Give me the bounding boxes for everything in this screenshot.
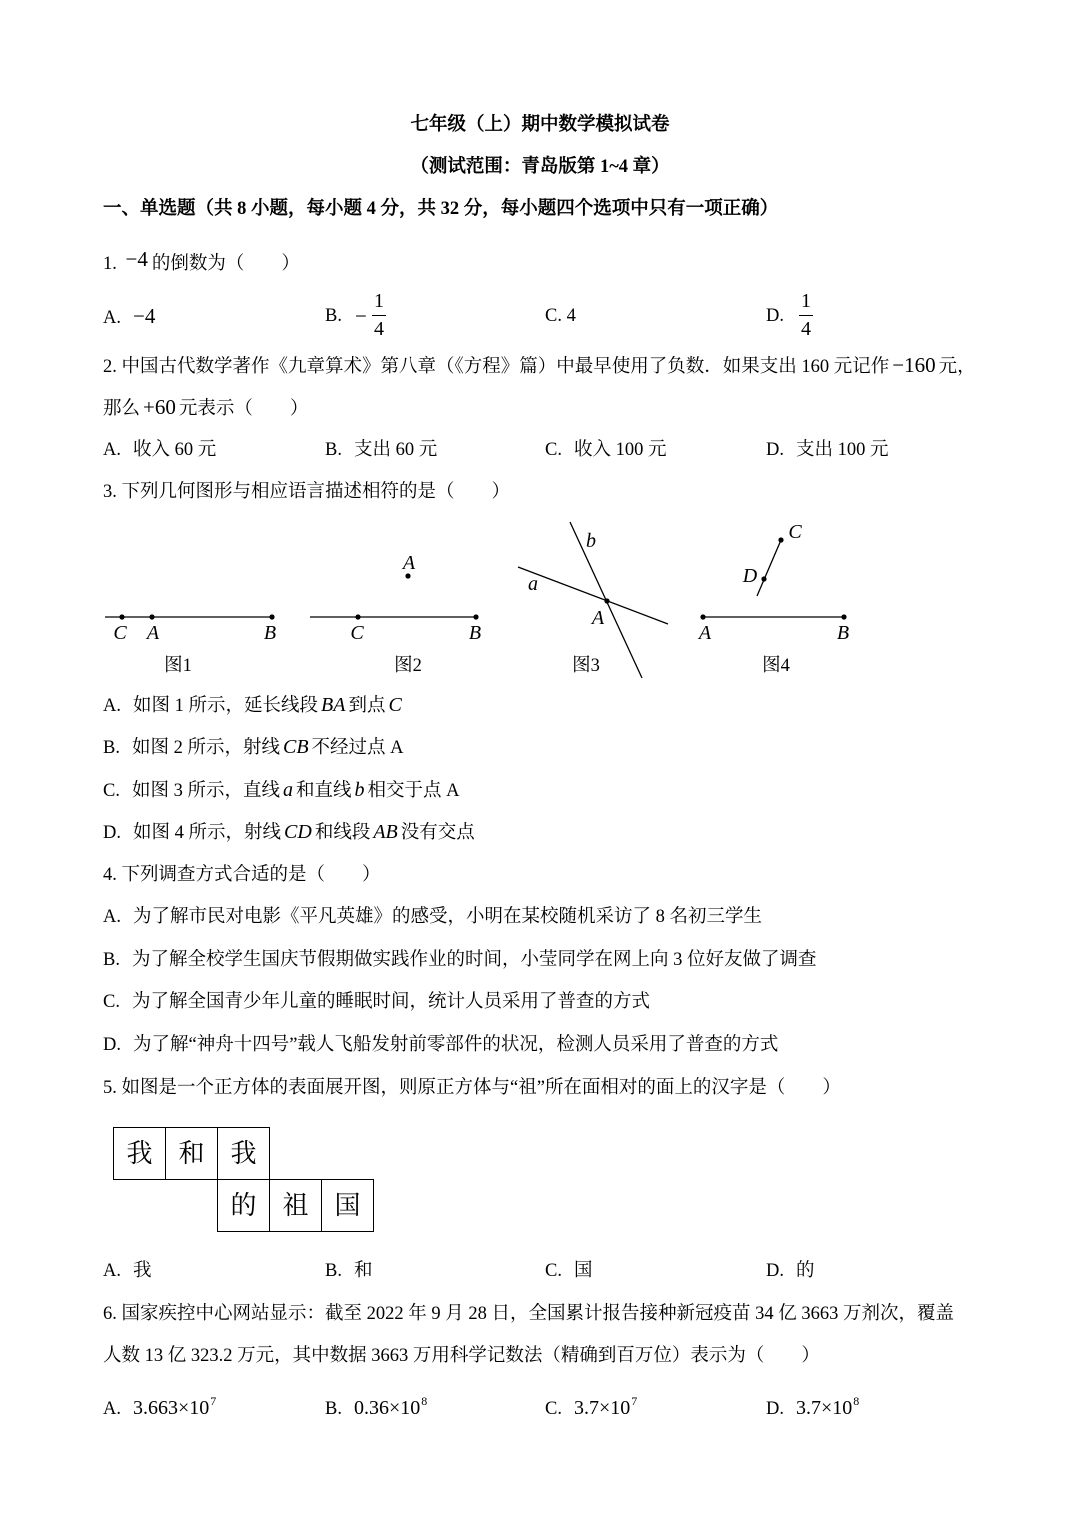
fig2-label-a: A xyxy=(402,552,416,574)
math-symbol: a xyxy=(282,779,293,801)
option-exponent: 8 xyxy=(853,1394,860,1408)
figure-3 xyxy=(518,522,668,678)
fig3-point-a xyxy=(604,598,609,603)
fig1-label-a: A xyxy=(146,622,160,644)
option-text: 如图 1 所示，延长线段 xyxy=(133,696,319,716)
fig1-point-a xyxy=(149,614,154,619)
option-base: 3.7×10 xyxy=(796,1397,853,1419)
option-text: 到点 xyxy=(348,696,386,716)
option-label: D. xyxy=(103,823,121,843)
q1-option-a xyxy=(103,304,155,328)
fig3-label-line-a: a xyxy=(528,573,538,595)
option-text: 收入 100 元 xyxy=(573,440,667,460)
option-text: 如图 4 所示，射线 xyxy=(133,823,282,843)
fig4-point-d xyxy=(761,576,766,581)
math-symbol: CD xyxy=(284,821,312,843)
q5-option-b xyxy=(325,1259,372,1283)
option-label: A. xyxy=(103,1261,121,1281)
q4-option-d xyxy=(103,1033,778,1057)
option-text: 和线段 xyxy=(314,823,371,843)
q4-option-a xyxy=(103,905,762,929)
fraction-numerator: 1 xyxy=(801,290,811,312)
fig1-label-b: B xyxy=(263,622,277,644)
fig2-label-c: C xyxy=(350,622,364,644)
q3-option-b xyxy=(103,735,404,759)
q1-expression: −4 xyxy=(125,247,148,271)
q6-option-d xyxy=(766,1396,859,1420)
option-label: D. xyxy=(766,440,784,460)
section-heading: 一、单选题（共 8 小题，每小题 4 分，共 32 分，每小题四个选项中只有一项正确） xyxy=(103,199,779,219)
q6-option-c xyxy=(545,1396,637,1420)
option-value: −4 xyxy=(133,304,156,328)
fig2-point-c xyxy=(355,614,360,619)
q3-stem: 3. 下列几何图形与相应语言描述相符的是（ ） xyxy=(103,482,511,502)
q2-stem-line2 xyxy=(103,395,308,419)
q2-text-end: 元， xyxy=(938,357,976,377)
fig4-label-d: D xyxy=(742,565,758,587)
fig4-point-b xyxy=(841,614,846,619)
fig2-point-a xyxy=(405,573,410,578)
math-symbol: b xyxy=(354,779,365,801)
option-base: 3.663×10 xyxy=(133,1397,210,1419)
fig1-caption: 图1 xyxy=(164,656,192,676)
fig4-point-c xyxy=(778,537,783,542)
math-symbol: CB xyxy=(282,736,309,758)
fig1-point-b xyxy=(269,614,274,619)
option-text: 和直线 xyxy=(295,781,352,801)
fig3-label-line-b: b xyxy=(586,530,596,552)
option-base: 0.36×10 xyxy=(353,1397,421,1419)
fig2-label-b: B xyxy=(468,622,482,644)
fig4-label-a: A xyxy=(698,622,712,644)
option-text: 支出 100 元 xyxy=(796,440,889,460)
option-label: D. xyxy=(766,306,784,326)
option-label: D. xyxy=(103,1035,121,1055)
figure-1 xyxy=(105,614,276,676)
q2-expression: +60 xyxy=(143,395,176,419)
option-exponent: 7 xyxy=(631,1394,638,1408)
option-text: 支出 60 元 xyxy=(353,440,438,460)
q2-text-end: 元表示（ ） xyxy=(178,399,309,419)
net-cell: 我 xyxy=(217,1127,270,1180)
option-text: 收入 60 元 xyxy=(133,440,217,460)
q3-option-a xyxy=(103,693,405,717)
page-title: 七年级（上）期中数学模拟试卷 xyxy=(410,115,670,135)
q1-option-b xyxy=(325,290,384,340)
q1-text: 的倒数为（ ） xyxy=(151,254,300,274)
option-label: B. xyxy=(325,1261,342,1281)
q6-option-a xyxy=(103,1396,216,1420)
option-text: 为了解全国青少年儿童的睡眠时间，统计人员采用了普查的方式 xyxy=(131,992,650,1012)
option-text: 如图 2 所示，射线 xyxy=(131,738,280,758)
fig2-caption: 图2 xyxy=(394,656,422,676)
q2-stem-line1 xyxy=(103,353,976,377)
option-label: A. xyxy=(103,907,121,927)
option-label: C. xyxy=(545,440,562,460)
option-text: 的 xyxy=(796,1261,815,1281)
q5-option-d xyxy=(766,1259,815,1283)
q3-figures xyxy=(0,510,1080,685)
page-subtitle: （测试范围：青岛版第 1~4 章） xyxy=(410,157,670,177)
q2-text: 那么 xyxy=(103,399,141,419)
option-text: 为了解市民对电影《平凡英雄》的感受，小明在某校随机采访了 8 名初三学生 xyxy=(133,907,763,927)
q1-number: 1. xyxy=(103,254,117,274)
fig4-caption: 图4 xyxy=(762,656,790,676)
option-base: 3.7×10 xyxy=(573,1397,631,1419)
fig2-point-b xyxy=(473,614,478,619)
q5-option-a xyxy=(103,1259,152,1283)
option-label: B. xyxy=(103,950,120,970)
q5-option-c xyxy=(545,1259,592,1283)
q6-stem-line2: 人数 13 亿 323.2 万元，其中数据 3663 万用科学记数法（精确到百万位）表示为（ ） xyxy=(103,1346,820,1366)
net-cell: 我 xyxy=(113,1127,166,1180)
option-text: 我 xyxy=(133,1261,152,1281)
fig3-caption: 图3 xyxy=(572,656,600,676)
fraction-denominator: 4 xyxy=(374,318,384,340)
option-label: C. xyxy=(545,306,562,326)
q2-option-d xyxy=(766,438,889,462)
q3-option-d xyxy=(103,820,475,844)
net-cell: 和 xyxy=(165,1127,218,1180)
q3-option-c xyxy=(103,778,460,802)
fig3-label-point-a: A xyxy=(591,607,605,629)
figure-4 xyxy=(697,521,849,676)
q2-expression: −160 xyxy=(892,353,936,377)
option-label: B. xyxy=(103,738,120,758)
option-label: B. xyxy=(325,1399,342,1419)
option-text: 不经过点 A xyxy=(311,738,404,758)
figure-2 xyxy=(310,552,481,676)
minus-sign: − xyxy=(355,304,367,328)
math-symbol: AB xyxy=(373,821,398,843)
q6-option-b xyxy=(325,1396,427,1420)
fig1-label-c: C xyxy=(113,622,127,644)
q6-stem-line1: 6. 国家疾控中心网站显示：截至 2022 年 9 月 28 日，全国累计报告接种新冠疫苗 34 亿 3663 万剂次，覆盖 xyxy=(103,1304,955,1324)
option-label: C. xyxy=(545,1261,562,1281)
option-text: 和 xyxy=(353,1261,373,1281)
option-text: 如图 3 所示，直线 xyxy=(131,781,280,801)
q4-option-b xyxy=(103,948,816,972)
fig4-point-a xyxy=(700,614,705,619)
net-cell: 的 xyxy=(217,1179,270,1232)
fraction-numerator: 1 xyxy=(374,290,384,312)
q1-option-d xyxy=(766,290,811,340)
option-label: A. xyxy=(103,440,121,460)
q5-stem: 5. 如图是一个正方体的表面展开图，则原正方体与“祖”所在面相对的面上的汉字是（ ） xyxy=(103,1078,841,1098)
fig4-label-b: B xyxy=(836,622,850,644)
option-text: 相交于点 A xyxy=(367,781,460,801)
option-label: C. xyxy=(103,781,120,801)
option-text: 没有交点 xyxy=(400,823,475,843)
q4-stem: 4. 下列调查方式合适的是（ ） xyxy=(103,865,381,885)
fig4-label-c: C xyxy=(788,521,802,543)
q2-text: 2. 中国古代数学著作《九章算术》第八章（《方程》篇）中最早使用了负数．如果支出 160 元记作 xyxy=(103,357,890,377)
option-label: C. xyxy=(103,992,120,1012)
q2-option-b xyxy=(325,438,437,462)
option-exponent: 8 xyxy=(421,1394,428,1408)
math-symbol: BA xyxy=(321,694,346,716)
option-label: D. xyxy=(766,1399,784,1419)
option-label: D. xyxy=(766,1261,784,1281)
net-cell: 国 xyxy=(321,1179,374,1232)
fig1-point-c xyxy=(119,614,124,619)
option-label: A. xyxy=(103,1399,121,1419)
option-text: 为了解“神舟十四号”载人飞船发射前零部件的状况，检测人员采用了普查的方式 xyxy=(133,1035,779,1055)
net-cell: 祖 xyxy=(269,1179,322,1232)
fig4-ray-cd xyxy=(757,540,781,596)
fraction xyxy=(371,288,387,343)
q2-option-a xyxy=(103,438,216,462)
option-label: C. xyxy=(545,1399,562,1419)
option-exponent: 7 xyxy=(210,1394,217,1408)
option-value: 4 xyxy=(566,306,576,326)
option-label: A. xyxy=(103,696,121,716)
option-label: A. xyxy=(103,308,121,328)
q2-option-c xyxy=(545,438,666,462)
q1-option-c xyxy=(545,304,576,328)
math-symbol: C xyxy=(388,694,402,716)
q4-option-c xyxy=(103,990,650,1014)
fraction xyxy=(798,288,814,343)
fraction-denominator: 4 xyxy=(801,318,811,340)
option-text: 为了解全校学生国庆节假期做实践作业的时间，小莹同学在网上向 3 位好友做了调查 xyxy=(131,950,817,970)
option-label: B. xyxy=(325,440,342,460)
option-label: B. xyxy=(325,306,342,326)
option-text: 国 xyxy=(573,1261,593,1281)
q1-stem xyxy=(103,247,300,274)
